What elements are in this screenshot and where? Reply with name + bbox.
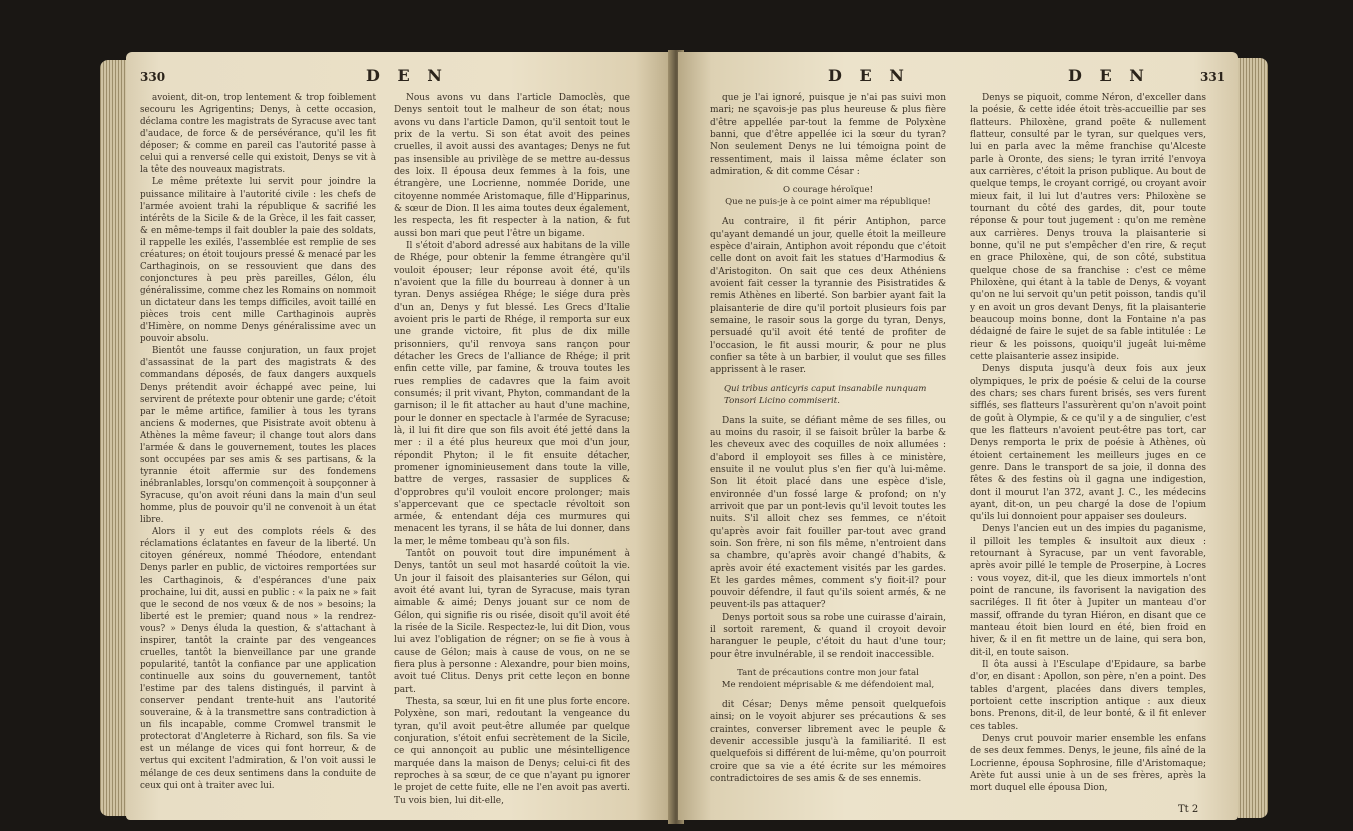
paragraph: Dans la suite, se défiant même de ses filles, ou au moins du rasoir, il se faisoit brûler la barbe & les cheveux avec des coquilles de noix allumées : d'abord il employoit ses filles à ce ministère, ensuite il ne voulut plus s'en fier qu'à lui-même. Son lit étoit placé dans une espèce d'isle, environnée d'un fossé large & profond; on n'y arrivoit que par un pont-levis qu'il levoit toutes les nuits. S'il alloit chez ses femmes, ce n'étoit qu'après avoir fait fouiller par-tout avec grand soin. Son frère, ni son fils même, n'entroient dans sa chambre, qu'après avoir changé d'habits, & après avoir été exactement visités par les gardes. Et les gardes mêmes, comment s'y fioit-il? pour pouvoir défendre, il faut qu'ils soient armés, & ne peuvent-ils pas attaquer?	[710, 415, 946, 611]
paragraph: Denys portoit sous sa robe une cuirasse d'airain, il sortoit rarement, & quand il croyoit devoir haranguer le peuple, c'étoit du haut d'une tour; pour être invulnérable, il se rendoit inaccessible.	[710, 612, 946, 660]
paragraph: Denys l'ancien eut un des impies du paganisme, il pilloit les temples & insultoit aux dieux : retournant à Syracuse, par un vent favorable, après avoir pillé le temple de Proserpine, à Locres : vous voyez, dit-il, que les dieux immortels n'ont point de rancune, ils favorisent la navigation des sacriléges. Il fit ôter à Jupiter un manteau d'or massif, offrande du tyran Hiéron, en disant que ce manteau étoit bien lourd en été, bien froid en hiver, & il en fit mettre un de laine, qui sera bon, dit-il, en toute saison.	[970, 524, 1206, 658]
right-column-1	[710, 92, 946, 785]
right-column-2	[970, 92, 1206, 795]
latin-quote	[710, 383, 946, 407]
verse-line: O courage héroïque!	[782, 185, 874, 196]
verse-quote	[710, 667, 946, 691]
paragraph: Denys crut pouvoir marier ensemble les enfans de ses deux femmes. Denys, le jeune, fils aîné de la Locrienne, épousa Sophrosine, fille d'Aristomaque; Arète fut aussi unie à un de ses frères, après la mort duquel elle épousa Dion,	[970, 734, 1206, 794]
paragraph: Nous avons vu dans l'article Damoclès, que Denys sentoit tout le malheur de son état; nous avons vu dans l'article Damon, qu'il sentoit tout le prix de la vertu. Si son état avoit des peines cruelles, il avoit aussi des avantages; Denys ne fut pas insensible au privilège de se mettre au-dessus des loix. Il épousa deux femmes à la fois, une étrangère, une Locrienne, nommée Doride, une citoyenne nommée Aristomaque, fille d'Hipparinus, & sœur de Dion. Il les aima toutes deux également, les respecta, les fit respecter à la nation, & fut aussi bon mari que peut l'être un bigame.	[394, 93, 630, 239]
running-head-right-2: D E N	[1068, 66, 1150, 85]
verse-line: Tonsori Licino commiserit.	[724, 395, 840, 406]
paragraph: Au contraire, il fit périr Antiphon, parce qu'ayant demandé un jour, quelle étoit la meilleure espèce d'airain, Antiphon avoit répondu que c'étoit celle dont on avoit fait les statues d'Harmodius & d'Aristogiton. On sait que ces deux Athéniens avoient fait cesser la tyrannie des Pisistratides & remis Athènes en liberté. Son barbier ayant fait la plaisanterie de dire qu'il portoit plusieurs fois par semaine, le rasoir sous la gorge du tyran, Denys, persuadé qu'il avoit été tenté de profiter de l'occasion, le fit aussi mourir, & pour ne plus confier sa tête à un barbier, il voulut que ses filles apprissent à le raser.	[710, 217, 946, 376]
right-page	[678, 52, 1238, 820]
paragraph: Il s'étoit d'abord adressé aux habitans de la ville de Rhége, pour obtenir la femme étrangère qu'il vouloit épouser; leur réponse avoit été, qu'ils n'avoient que la fille du bourreau à donner à un tyran. Denys assiégea Rhége; le siége dura près d'un an, Denys y fut blessé. Les Grecs d'Italie avoient pris le parti de Rhége, il remporta sur eux une grande victoire, fit plus de dix mille prisonniers, qu'il renvoya sans rançon pour détacher les Grecs de l'alliance de Rhége; il prit enfin cette ville, par famine, & trouva toutes les rues remplies de cadavres que la faim avoit consumés; il prit vivant, Phyton, commandant de la garnison; il le fit attacher au haut d'une machine, pour le donner en spectacle à l'armée de Syracuse; là, il lui fit dire que son fils avoit été jetté dans la mer : il a été plus heureux que moi d'un jour, répondit Phyton; il le fit ensuite détacher, promener ignominieusement dans toute la ville, battre de verges, rassasier de supplices & d'opprobres qu'il vouloit encore prolonger; mais s'appercevant que ce spectacle révoltoit son armée, & entendant déja ces murmures qui menacent les tyrans, il se hâta de lui donner, dans la mer, le même tombeau qu'à son fils.	[394, 240, 630, 547]
right-page-edges	[1238, 58, 1268, 818]
page-number-right: 331	[1200, 70, 1226, 84]
verse-quote	[710, 184, 946, 208]
verse-line: Que ne puis-je à ce point aimer ma république!	[725, 197, 931, 208]
paragraph: Denys disputa jusqu'à deux fois aux jeux olympiques, le prix de poésie & celui de la course des chars; ses chars furent brisés, ses vers furent sifflés, ses flatteurs l'assurèrent qu'on n'avoit point de goût à Olympie, & ce qu'il y a de singulier, c'est que les flatteurs n'avoient peut-être pas tort, car Denys remporta le prix de poésie à Athènes, où étoient certainement les meilleurs juges en ce genre. Dans le transport de sa joie, il donna des fêtes & des festins où il gagna une indigestion, dont il mourut l'an 372, avant J. C., les médecins ayant, dit-on, un peu chargé la dose de l'opium qu'ils lui donnoient pour appaiser ses douleurs.	[970, 364, 1206, 523]
running-head-right: D E N	[828, 66, 910, 85]
paragraph: Bientôt une fausse conjuration, un faux projet d'assassinat de la part des magistrats & des commandans déposés, de faux dangers auxquels Denys prétendit avoir échappé avec peine, lui servirent de prétexte pour obtenir une garde; c'étoit par le même artifice, familier à tous les tyrans anciens & modernes, que Pisistrate avoit obtenu à Athènes la même faveur; il change tout alors dans l'armée & dans le gouvernement, toutes les places sont occupées par ses amis & ses partisans, & la tyrannie étoit affermie sur des fondemens inébranlables, lorsqu'on commençoit à soupçonner à Syracuse, qu'on avoit réuni dans la main d'un seul homme, plus de pouvoir qu'il ne convenoit à un état libre.	[140, 346, 376, 526]
paragraph: que je l'ai ignoré, puisque je n'ai pas suivi mon mari; ne sçavois-je pas plus heureuse & plus fière d'être appellée par-tout la femme de Polyxène banni, que d'être appellée ici la sœur du tyran? Non seulement Denys ne lui témoigna point de ressentiment, mais il laissa même éclater son admiration, & dit comme César :	[710, 93, 946, 177]
paragraph: Denys se piquoit, comme Néron, d'exceller dans la poésie, & cette idée étoit très-accueillie par ses flatteurs. Philoxène, grand poëte & nullement flatteur, consulté par le tyran, sur quelques vers, lui en parla avec la même franchise qu'Alceste parle à Oronte, des siens; le tyran irrité l'envoya aux carrières, c'étoit la prison publique. Au bout de quelque temps, le croyant corrigé, ou croyant avoir mieux fait, il lui lut d'autres vers: Philoxène se tournant du côté des gardes, dit, pour toute réponse & pour tout jugement : qu'on me remène aux carrières. Denys trouva la plaisanterie si bonne, qu'il ne put s'empêcher d'en rire, & reçut en grace Philoxène, qui, de son côté, substitua quelque chose de sa franchise : c'est ce même Philoxène, qui étant à la table de Denys, & voyant qu'on ne lui servoit qu'un petit poisson, tandis qu'il y en avoit un gros devant Denys, fit la plaisanterie beaucoup moins bonne, dont la Fontaine n'a pas dédaigné de faire le sujet de sa fable intitulée : Le rieur & les poissons, quoiqu'il jugeât lui-même cette plaisanterie assez insipide.	[970, 93, 1206, 362]
paragraph: Il ôta aussi à l'Esculape d'Epidaure, sa barbe d'or, en disant : Apollon, son père, n'en a point. Des tables d'argent, placées dans divers temples, portoient cette inscription antique : aux dieux bons. Prenons, dit-il, de leur bonté, & il fit enlever ces tables.	[970, 660, 1206, 732]
paragraph: Thesta, sa sœur, lui en fit une plus forte encore. Polyxène, son mari, redoutant la vengeance du tyran, qu'il avoit peut-être allumée par quelque conjuration, s'étoit enfui secrètement de la Sicile, ce qui annonçoit au public une mésintelligence marquée dans la maison de Denys; celui-ci fit des reproches à sa sœur, de ce que n'ayant pu ignorer le projet de cette fuite, elle ne l'en avoit pas averti. Tu vois bien, lui dit-elle,	[394, 697, 630, 806]
verse-line: Qui tribus anticyris caput insanabile nunquam	[724, 383, 927, 394]
left-page	[126, 52, 674, 820]
paragraph: Le même prétexte lui servit pour joindre la puissance militaire à l'autorité civile : les chefs de l'armée avoient trahi la république & sacrifié les intérêts de la Sicile & de la Grèce, il les fait casser, & en même-temps il fait doubler la paie des soldats, il rappelle les exilés, l'assemblée est remplie de ses créatures; on étoit toujours pressé & menacé par les Carthaginois, on se ressouvient que dans des conjonctures à peu près pareilles, Gélon, élu généralissime, comme chez les Romains on nommoit un dictateur dans les temps difficiles, avoit taillé en pièces trois cent mille Carthaginois auprès d'Himère, on nomme Denys généralissime avec un pouvoir absolu.	[140, 177, 376, 345]
paragraph: avoient, dit-on, trop lentement & trop foiblement secouru les Agrigentins; Denys, à cette occasion, déclama contre les magistrats de Syracuse avec tant d'audace, de force & de persévérance, qu'il les fit déposer; & comme en pareil cas l'autorité passe à celui qui a renversé celle qui existoit, Denys se vit à la tête des nouveaux magistrats.	[140, 93, 376, 176]
page-number-left: 330	[140, 70, 166, 84]
catchword: Tt 2	[1178, 804, 1199, 815]
left-column-2	[394, 92, 630, 807]
verse-line: Tant de précautions contre mon jour fatal	[737, 668, 919, 679]
left-page-edges	[100, 60, 126, 816]
paragraph: dit César; Denys même pensoit quelquefois ainsi; on le voyoit abjurer ses précautions & ses craintes, converser librement avec le peuple & devenir accessible jusqu'à la familiarité. Il est quelquefois si différent de lui-même, qu'on pourroit croire que sa vie a été écrite sur les mémoires contradictoires de ses amis & de ses ennemis.	[710, 700, 946, 785]
paragraph: Tantôt on pouvoit tout dire impunément à Denys, tantôt un seul mot hasardé coûtoit la vie. Un jour il faisoit des plaisanteries sur Gélon, qui avoit été avant lui, tyran de Syracuse, mais tyran aimable & aimé; Denys jouant sur ce nom de Gélon, qui signifie ris ou risée, disoit qu'il avoit été la risée de la Sicile. Respectez-le, lui dit Dion, vous lui avez l'obligation de régner; on se fie à vous à cause de Gélon; mais à cause de vous, on ne se fiera plus à personne : Alexandre, pour bien moins, avoit tué Clitus. Denys prit cette leçon en bonne part.	[394, 549, 630, 695]
left-column-1	[140, 92, 376, 792]
paragraph: Alors il y eut des complots réels & des réclamations éclatantes en faveur de la liberté. Un citoyen généreux, nommé Théodore, entendant Denys parler en public, de victoires remportées sur les Carthaginois, & d'espérances d'une paix prochaine, lui dit, aussi en public : « la paix ne » fait que le second de nos vœux & de nos » besoins; la liberté est le premier; quand nous » la rendrez-vous? » Denys éluda la question, & s'attachant à inspirer, tantôt la crainte par des vengeances cruelles, tantôt la bienveillance par une grande popularité, tantôt la confiance par une application continuelle aux soins du gouvernement, tantôt l'estime par des talens distingués, il parvint à conserver pendant trente-huit ans l'autorité souveraine, & à la transmettre sans contradiction à un fils incapable, comme Cromwel transmit le protectorat d'Angleterre à Richard, son fils. Sa vie est un mélange de vices qui font horreur, & de vertus qui excitent l'admiration, & l'on voit aussi le mélange de ces deux sentimens dans la conduite de ceux qui ont à traiter avec lui.	[140, 527, 376, 791]
verse-line: Me rendoient méprisable & me défendoient mal,	[721, 680, 935, 691]
running-head-left: D E N	[366, 66, 448, 85]
